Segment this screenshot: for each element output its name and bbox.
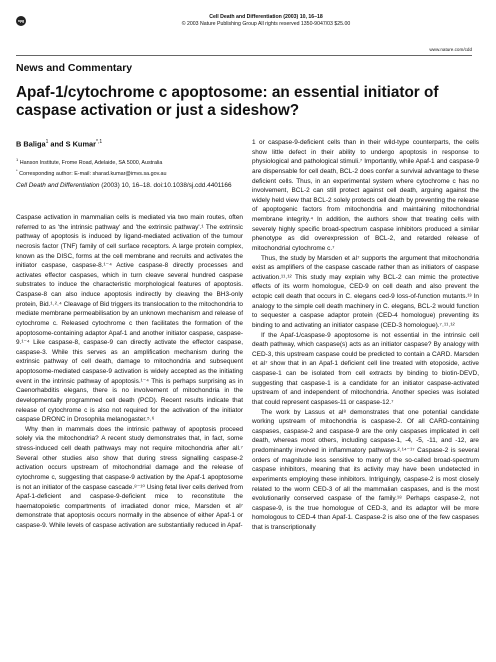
citation-details: (2003) 10, 16–18. doi:10.1038/sj.cdd.4401166	[99, 182, 232, 189]
article-title: Apaf-1/cytochrome c apoptosome: an essential initiator of caspase activation or just a sideshow?	[16, 84, 439, 120]
body-paragraph: Caspase activation in mammalian cells is mediated via two main routes, often referred to as 'the intrinsic pathway' and 'the extrinsic pathway'.¹ The extrinsic pathway of apoptosis is induced by ligand-mediated activation of the tumour necrosis factor (TNF) family of cell surface receptors. A large protein complex, known as the DISC, forms at the cell membrane and recruits and activates the initiator caspase, caspase-8.¹⁻⁴ Active caspase-8 directly processes and activates effector caspases, which in turn cleave several hundred caspase substrates to induce the characteristic morphological features of apoptosis. Caspase-8 can also induce apoptosis indirectly by cleaving the BH3-only protein, Bid.¹˒²˒⁴ Cleavage of Bid triggers its translocation to the mitochondria to mediate membrane permeabilisation by an unknown mechanism and release of cytochrome c. Released cytochrome c then facilitates the formation of the apoptosome-containing adaptor Apaf-1 and another initiator caspase, caspase-9.¹⁻⁴ Like caspase-8, caspase-9 can directly activate the effector caspase, caspase-3. While this serves as an amplification mechanism during the extrinsic pathway of cell death, damage to mitochondria and subsequent apoptosome-mediated caspase-9 activation is widely accepted as the initiating event in the intrinsic pathway of apoptosis.¹⁻⁴ This is perhaps surprising as in Caenorhabditis elegans, there is no involvement of mitochondria in the developmentally programmed cell death (PCD). Recent results indicate that release of cytochrome c is also not required for the activation of the initiator caspase DRONC in Drosophila melanogaster.⁵˒⁶	[16, 214, 243, 424]
author-line	[16, 139, 102, 148]
citation-line	[16, 181, 242, 191]
author-affiliation-mark: 1	[45, 139, 49, 145]
logo-text: npg	[17, 19, 25, 23]
affiliation-line	[16, 156, 166, 167]
journal-header	[60, 14, 472, 28]
npg-logo	[16, 16, 26, 26]
corresponding-author-line	[16, 167, 166, 178]
body-paragraph: Why then in mammals does the intrinsic pathway of apoptosis proceed solely via the mitochondria? A recent study demonstrates that, in fact, some stress-induced cell death pathways may not require mitochondria after all.⁷ Several other studies also show that during stress signalling caspase-2 activation occurs upstream of mitochondrial damage and the release of cytochrome c, suggesting that caspase-9 activation by the Apaf-1 apoptosome is not an initiator of the caspase cascade.⁸⁻¹⁰ Using fetal liver cells derived from Apaf-1-deficient and caspase-9-deficient mice to reconstitute the haematopoietic compartments of irradiated donor mice, Marsden et al⁷ demonstrate that apoptosis occurs normally in the absence of either Apaf-1 or caspase-9. While levels of caspase activation are substantially reduced in Apaf-	[16, 425, 243, 529]
citation-journal: Cell Death and Differentiation	[16, 182, 100, 189]
copyright-line: © 2003 Nature Publishing Group All rights reserved 1350-9047/03 $25.00	[181, 20, 351, 27]
affiliations	[16, 156, 166, 178]
body-paragraph: The work by Lassus et al⁸ demonstrates that one potential candidate working upstream of mitochondria is caspase-2. Of all CARD-containing caspases, caspase-2 and caspase-9 are the only caspases implicated in cell death, whereas most others, including caspase-1, -4, -5, -11, and -12, are predominantly involved in inflammatory pathways.²˒¹⁴⁻¹⁷ Caspase-2 is several orders of magnitude less sensitive to many of the so-called broad-spectrum caspase inhibitors, meaning that its activity may have been undetected in experiments employing these inhibitors. Intriguingly, caspase-2 is most closely related to the worm CED-3 of all the mammalian caspases, and is the most evolutionarily conserved caspase of the family.¹⁸ Perhaps caspase-2, not caspase-9, is the true homologue of CED-3, and its adaptor will be more homologous to CED-4 than Apaf-1. Caspase-2 is also one of the few caspases that is transcriptionally	[252, 408, 479, 531]
body-paragraph: If the Apaf-1/caspase-9 apoptosome is not essential in the intrinsic cell death pathway, which caspase(s) acts as an initiator caspase? By analogy with CED-3, this upstream caspase could be predicted to contain a CARD. Marsden et al⁷ show that in an Apaf-1 deficient cell line treated with etoposide, active caspase-1 can be isolated from cell extracts by binding to biotin-DEVD, suggesting that caspase-1 is a candidate for an initiator caspase-activated upstream of and independent of mitochondria. Another species was isolated that could represent caspases-11 or caspase-12.⁷	[252, 331, 479, 406]
body-column-left	[16, 213, 243, 531]
corresponding-author-text: Corresponding author: E-mail: sharad.kumar@imvs.sa.gov.au	[19, 171, 167, 177]
author-name: B Baliga	[16, 139, 46, 149]
journal-line: Cell Death and Differentiation (2003) 10, 16–18	[209, 14, 323, 20]
affiliation-text: Hanson Institute, Frome Road, Adelaide, SA 5000, Australia	[19, 159, 163, 166]
section-heading: News and Commentary	[16, 62, 133, 74]
author-affiliation-mark: *,1	[96, 139, 103, 145]
journal-url[interactable]: www.nature.com/cdd	[429, 47, 472, 52]
body-paragraph: 1 or caspase-9-deficient cells than in their wild-type counterparts, the cells show little defect in their ability to undergo apoptosis in response to physiological and pathological stimuli.⁷ Importantly, while Apaf-1 and caspase-9 are dispensable for cell death, BCL-2 does confer a survival advantage to these deficient cells. Thus, in an experimental system where cytochrome c has no involvement, BCL-2 can still protect against cell death, arguing against the widely held view that BCL-2 solely protects cell death by preventing the release of apoptogenic factors from mitochondria and maintaining mitochondrial membrane integrity.⁴ In addition, the authors show that treating cells with severely highly specific broad-spectrum caspase inhibitors produced a similar phenotype as did overexpression of BCL-2, and retarded release of mitochondrial cytochrome c.⁷	[252, 139, 479, 252]
author-separator: and	[48, 139, 66, 149]
corresponding-mark: *	[16, 168, 18, 174]
body-paragraph: Thus, the study by Marsden et al⁷ supports the argument that mitochondria exist as amplifiers of the caspase cascade rather than as initiators of caspase activation.¹¹˒¹² This study may explain why BCL-2 can mimic the protective effects of its worm homologue, CED-9 on cell death and also prevent the ectopic cell death that occurs in C. elegans ced-9 loss-of-function mutants.¹³ In analogy to the simple cell death machinery in C. elegans, BCL-2 would function to sequester a caspase adaptor protein (CED-4 homologue) preventing its binding to and activating an initiator caspase (CED-3 homologue).⁷˒¹¹˒¹²	[252, 254, 479, 329]
affiliation-mark: 1	[16, 157, 19, 162]
body-column-right	[252, 138, 479, 533]
header-divider	[16, 55, 472, 56]
author-name: S Kumar	[65, 139, 97, 149]
